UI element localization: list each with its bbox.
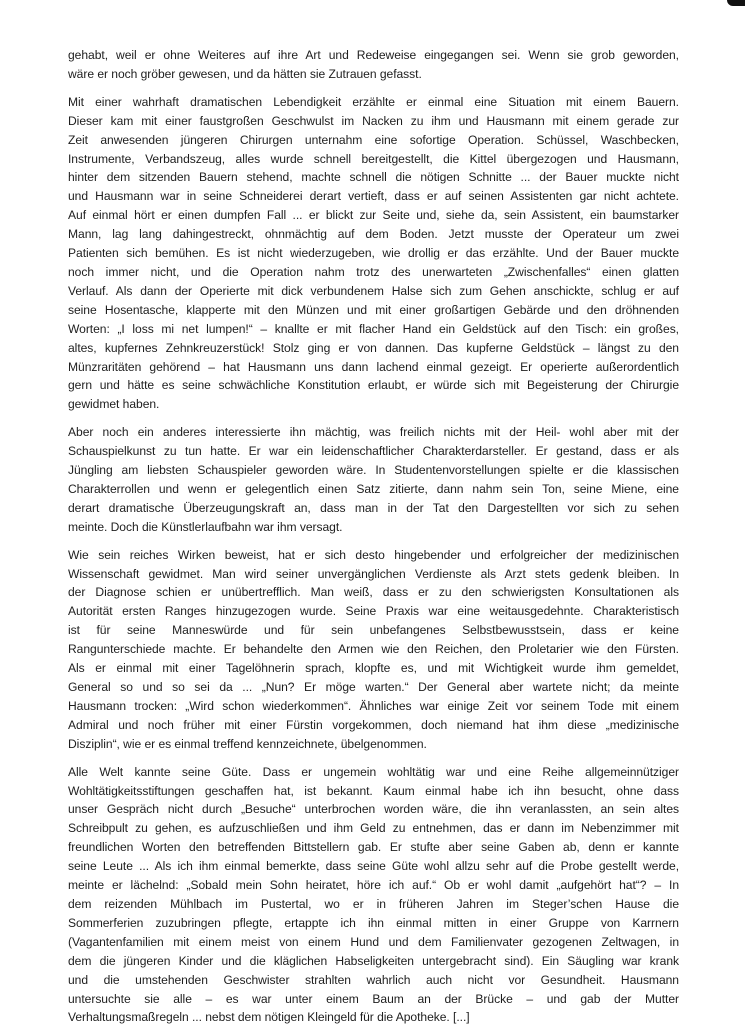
document-page xyxy=(68,46,679,1036)
paragraph xyxy=(68,46,679,84)
text-line: Patienten sich bemühen. Es ist nicht wiederzugeben, wie drollig er das erzählte. Und der Bauer muckte xyxy=(68,246,679,261)
text-line: Disziplin“, wie er es einmal treffend kennzeichnete, übelgenommen. xyxy=(68,736,427,751)
text-line: dem die jüngeren Kinder und die kläglichen Habseligkeiten untergebracht sind). Ein Säugling war krank xyxy=(68,953,679,968)
scan-corner-mark xyxy=(727,0,745,6)
text-line: Als er einmal mit einer Tagelöhnerin sprach, klopfte es, und mit Wichtigkeit wurde ihm gemeldet, xyxy=(68,661,679,676)
text-line: Admiral und noch früher mit einer Fürstin vorgekommen, doch niemand hat ihm diese „medizinische xyxy=(68,717,679,732)
text-line: Verhaltungsmaßregeln ... nebst dem nötigen Kleingeld für die Apotheke. [...] xyxy=(68,1010,470,1025)
text-line: wäre er noch gröber gewesen, und da hätten sie Zutrauen gefasst. xyxy=(68,66,422,81)
text-line: Mit einer wahrhaft dramatischen Lebendigkeit erzählte er einmal eine Situation mit einem Bauern. xyxy=(68,94,679,109)
text-line: Alle Welt kannte seine Güte. Dass er ungemein wohltätig war und eine Reihe allgemeinnütziger xyxy=(68,764,679,779)
text-line: Jüngling am liebsten Schauspieler geworden wäre. In Studentenvorstellungen spielte er die klassischen xyxy=(68,463,679,478)
text-line: Verlauf. Als dann der Operierte mit dick verbundenem Halse sich zum Gehen anschickte, schlug er auf xyxy=(68,283,679,298)
text-line: noch immer nicht, und die Operation nahm trotz des unerwarteten „Zwischenfalles“ einen glatten xyxy=(68,264,679,279)
text-line: Wohltätigkeitsstiftungen geschaffen hat, ist bekannt. Kaum einmal habe ich ihn besucht, ohne dass xyxy=(68,783,679,798)
text-line: Mann, lag lang dahingestreckt, ohnmächtig auf dem Boden. Jetzt musste der Operateur um zwei xyxy=(68,227,679,242)
text-line: ist für seine Manneswürde und für sein unbefangenes Selbstbewusstsein, dass er keine xyxy=(68,623,679,638)
text-line: Rangunterschiede machte. Er behandelte den Armen wie den Reichen, den Proletarier wie den Fürsten. xyxy=(68,642,679,657)
text-line: General so und so sei da ... „Nun? Er möge warten.“ Der General aber wartete nicht; da meinte xyxy=(68,680,679,694)
text-line: Charakterrollen und wenn er gelegentlich einen Satz zitierte, dann nahm sein Ton, seine Miene, eine xyxy=(68,481,679,496)
text-line: altes, kupfernes Zehnkreuzerstück! Stolz ging er von dannen. Das kupferne Geldstück – längst zu den xyxy=(68,340,679,355)
text-line: meinte. Doch die Künstlerlaufbahn war ihm versagt. xyxy=(68,519,343,534)
text-line: Wie sein reiches Wirken beweist, hat er sich desto hingebender und erfolgreicher der medizinischen xyxy=(68,547,679,562)
paragraph xyxy=(68,93,679,414)
text-line: freundlichen Worten den betreffenden Bittstellern gab. Er stufte aber seine Gaben ab, denn er kannte xyxy=(68,840,679,855)
text-line: Schauspielkunst zu tun hatte. Er war ein leidenschaftlicher Charakterdarsteller. Er gestand, dass er als xyxy=(68,444,679,459)
text-line: Worten: „I loss mi net lumpen!“ – knallte er mit flacher Hand ein Geldstück auf den Tisch: ein großes, xyxy=(68,321,679,336)
text-line: Hausmann trocken: „Wird schon wiederkommen“. Ähnliches war einige Zeit vor seinem Tode mit einem xyxy=(68,698,679,713)
text-line: untersuchte sie alle – es war unter einem Baum an der Brücke – und gab der Mutter xyxy=(68,991,679,1006)
text-line: Schreibpult zu gehen, es aufzuschließen und ihm Geld zu entnehmen, das er dann im Nebenzimmer mit xyxy=(68,821,679,836)
text-line: derart dramatische Überzeugungskraft an, dass man in der Tat den Dargestellten vor sich zu sehen xyxy=(68,500,679,515)
text-line: Aber noch ein anderes interessierte ihn mächtig, was freilich nichts mit der Heil- wohl aber mit der xyxy=(68,425,679,440)
paragraph xyxy=(68,546,679,754)
paragraph xyxy=(68,423,679,536)
text-line: und die umstehenden Geschwister strahlten wahrlich auch nicht vor Gesundheit. Hausmann xyxy=(68,972,679,987)
text-line: Münzraritäten gehörend – hat Hausmann uns dann lachend einmal gezeigt. Er operierte außerordentlich xyxy=(68,359,679,374)
text-line: Instrumente, Verbandszeug, alles wurde schnell bereitgestellt, die Kittel übergezogen und Hausmann, xyxy=(68,151,679,166)
text-line: Autorität ersten Ranges hinzugezogen wurde. Seine Praxis war eine weitausgedehnte. Charakteristisch xyxy=(68,604,679,619)
text-line: und Hausmann war in seine Schneiderei derart vertieft, dass er auf seinen Assistenten gar nicht achtete. xyxy=(68,189,679,204)
text-line: gewidmet haben. xyxy=(68,397,160,412)
text-line: der Diagnose schien er unübertrefflich. Man weiß, dass er zu den schwierigsten Konsultationen als xyxy=(68,585,679,600)
text-line: seine Hosentasche, klapperte mit den Münzen und mit einer großartigen Gebärde und den dröhnenden xyxy=(68,302,679,317)
text-line: Dieser kam mit einer faustgroßen Geschwulst im Nacken zu ihm und Hausmann mit einem gerade zur xyxy=(68,113,679,128)
text-line: Sommerferien zuzubringen pflegte, ertappte ich ihn einmal mitten in einer Gruppe von Karrnern xyxy=(68,915,679,930)
text-line: dem reizenden Mühlbach im Pustertal, wo er in früheren Jahren im Steger’schen Hause die xyxy=(68,896,679,911)
text-line: hinter dem sitzenden Bauern stehend, machte schnell die nötigen Schnitte ... der Bauer muckte nicht xyxy=(68,170,679,185)
text-line: gern und hätte es seine schwächliche Konstitution erlaubt, er würde sich mit Begeisterung der Chirurgie xyxy=(68,378,679,393)
text-line: unser Gespräch nicht durch „Besuche“ unterbrochen worden wäre, die ihn veranlassten, an sein altes xyxy=(68,802,679,817)
text-line: Wissenschaft gewidmet. Man wird seiner unvergänglichen Verdienste als Arzt stets gedenk bleiben. In xyxy=(68,566,679,581)
text-line: meinte er lächelnd: „Sobald mein Sohn heiratet, höre ich auf.“ Ob er wohl damit „aufgehört hat“? – In xyxy=(68,878,679,893)
text-line: Zeit anwesenden jüngeren Chirurgen unternahm eine sofortige Operation. Schüssel, Waschbecken, xyxy=(68,132,679,147)
paragraph xyxy=(68,763,679,1028)
text-line: gehabt, weil er ohne Weiteres auf ihre Art und Redeweise eingegangen sei. Wenn sie grob geworden, xyxy=(68,48,679,62)
text-line: (Vagantenfamilien mit einem meist von einem Hund und dem Familienvater gezogenen Zeltwagen, in xyxy=(68,934,679,949)
text-line: seine Leute ... Als ich ihm einmal bemerkte, dass seine Güte wohl allzu sehr auf die Probe gestellt werde, xyxy=(68,859,679,874)
text-line: Auf einmal hört er einen dumpfen Fall ... er blickt zur Seite und, siehe da, sein Assistent, ein baumstarker xyxy=(68,208,679,223)
